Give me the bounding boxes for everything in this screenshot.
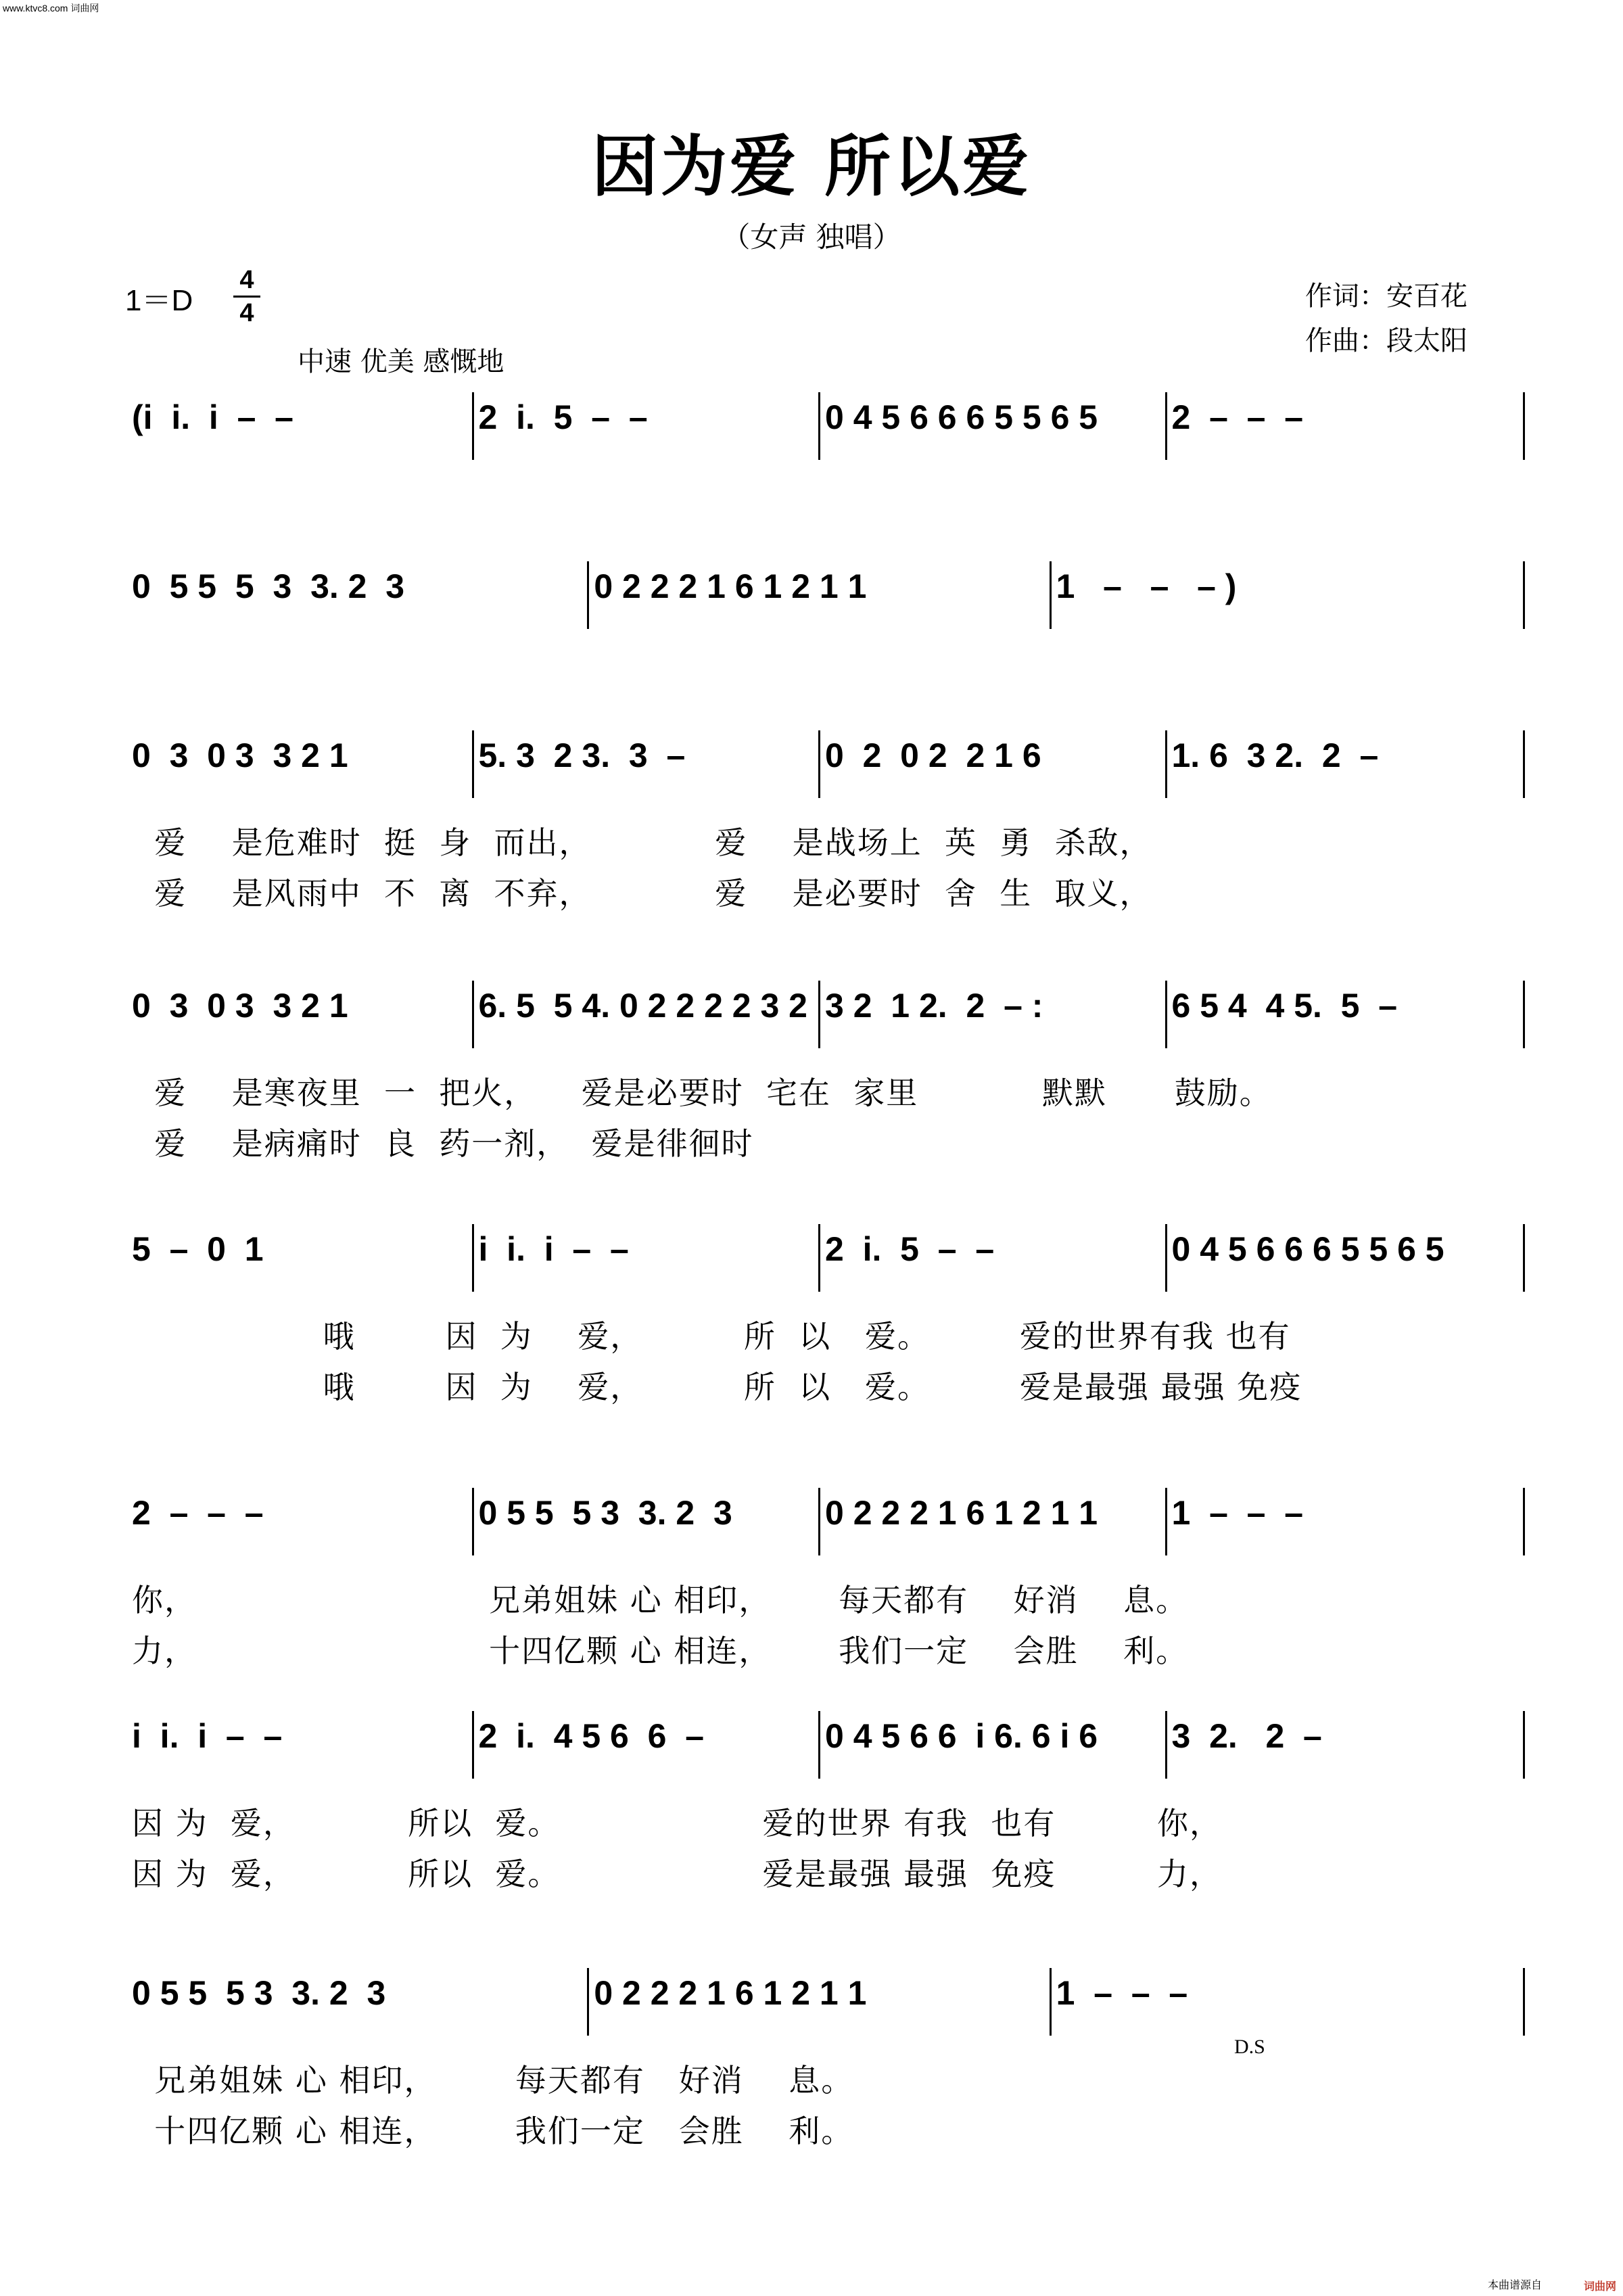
barline-end <box>1523 981 1525 1048</box>
lyric-line: 因 为 爱， 所以 爱。 爱是最强 最强 免疫 力， <box>132 1856 1222 1892</box>
barline <box>1165 981 1167 1048</box>
composer: 作曲：段太阳 <box>1305 325 1467 356</box>
lyricist: 作词：安百花 <box>1305 281 1467 312</box>
measure: 0 5 5 5 3 3. 2 3 <box>478 1494 732 1532</box>
measure: 0 2 2 2 1 6 1 2 1 1 <box>594 1974 867 2012</box>
lyric-line: 爱 是病痛时 良 药一剂， 爱是徘徊时 <box>132 1125 754 1162</box>
lyric-line: 爱 是寒夜里 一 把火， 爱是必要时 宅在 家里 默默 鼓励。 <box>132 1075 1272 1111</box>
notation-line <box>125 1481 1525 1562</box>
measure: 3 2 1 2. 2 – : <box>825 987 1043 1025</box>
measure: 1. 6 3 2. 2 – <box>1171 736 1379 774</box>
measure: 0 2 0 2 2 1 6 <box>825 736 1041 774</box>
barline <box>1050 1968 1052 2036</box>
measure: 2 i. 5 – – <box>478 398 648 436</box>
barline <box>818 1224 820 1292</box>
measure: 0 4 5 6 6 6 5 5 6 5 <box>825 398 1098 436</box>
measure: i i. i – – <box>478 1230 629 1268</box>
measure: 0 5 5 5 3 3. 2 3 <box>132 567 405 605</box>
measure: 0 4 5 6 6 i 6. 6 i 6 <box>825 1717 1098 1755</box>
footer-note: 本曲谱源自 <box>1487 2278 1542 2291</box>
barline <box>472 730 474 798</box>
lyric-line: 因 为 爱， 所以 爱。 爱的世界 有我 也有 你， <box>132 1805 1222 1842</box>
barline <box>472 392 474 460</box>
page-title: 因为爱 所以爱 <box>591 128 1032 206</box>
measure: 5. 3 2 3. 3 – <box>478 736 686 774</box>
lyric-line: 力， 十四亿颗 心 相连， 我们一定 会胜 利。 <box>132 1633 1189 1669</box>
barline <box>1050 561 1052 629</box>
notation-line <box>125 1961 1525 2058</box>
barline <box>472 1711 474 1779</box>
barline-end <box>1523 1224 1525 1292</box>
measure: 2 – – – <box>1171 398 1304 436</box>
notation-line <box>125 1217 1525 1298</box>
barline-end <box>1523 392 1525 460</box>
measure: 0 2 2 2 1 6 1 2 1 1 <box>594 567 867 605</box>
measure: 0 4 5 6 6 6 5 5 6 5 <box>1171 1230 1444 1268</box>
barline <box>587 561 589 629</box>
barline-end <box>1523 1488 1525 1555</box>
barline <box>818 392 820 460</box>
measure: 1 – – – ) <box>1056 567 1237 605</box>
lyric-line: 十四亿颗 心 相连， 我们一定 会胜 利。 <box>132 2113 854 2149</box>
notation-line <box>125 724 1525 805</box>
music-system <box>125 1704 1525 1892</box>
subtitle: （女声 独唱） <box>722 220 901 254</box>
meter-bar <box>233 296 260 298</box>
barline <box>587 1968 589 2036</box>
measure: 0 2 2 2 1 6 1 2 1 1 <box>825 1494 1098 1532</box>
barline-end <box>1523 1711 1525 1779</box>
lyric-line: 哦 因 为 爱， 所 以 爱。 爱的世界有我 也有 <box>132 1318 1291 1355</box>
lyric-line: 你， 兄弟姐妹 心 相印， 每天都有 好消 息。 <box>132 1582 1189 1618</box>
barline <box>1165 1488 1167 1555</box>
notation-line <box>125 385 1525 467</box>
notation-line <box>125 1704 1525 1785</box>
credits <box>1305 274 1467 363</box>
barline <box>818 1488 820 1555</box>
measure: 0 3 0 3 3 2 1 <box>132 987 348 1025</box>
music-system <box>125 1961 1525 2149</box>
measure: 3 2. 2 – <box>1171 1717 1322 1755</box>
music-system <box>125 1217 1525 1405</box>
barline <box>818 730 820 798</box>
music-system <box>125 385 1525 467</box>
barline <box>472 981 474 1048</box>
music-system <box>125 974 1525 1162</box>
measure: i i. i – – <box>132 1717 283 1755</box>
music-system <box>125 1481 1525 1669</box>
lyric-line: 爱 是风雨中 不 离 不弃， 爱 是必要时 舍 生 取义， <box>132 875 1152 912</box>
footer-logo: 词曲网 <box>1583 2280 1616 2293</box>
barline-end <box>1523 1968 1525 2036</box>
measure: (i i. i – – <box>132 398 293 436</box>
barline-end <box>1523 730 1525 798</box>
measure: 6 5 4 4 5. 5 – <box>1171 987 1398 1025</box>
barline <box>472 1488 474 1555</box>
barline <box>818 1711 820 1779</box>
barline-end <box>1523 561 1525 629</box>
measure: 2 – – – <box>132 1494 264 1532</box>
meter-bottom: 4 <box>239 299 254 327</box>
measure: 1 – – – <box>1171 1494 1304 1532</box>
measure: 6. 5 5 4. 0 2 2 2 2 3 2 <box>478 987 807 1025</box>
music-system <box>125 555 1525 636</box>
dal-segno-mark: D.S <box>1234 2036 1265 2058</box>
measure: 0 3 0 3 3 2 1 <box>132 736 348 774</box>
site-url: www.ktvc8.com 词曲网 <box>3 3 99 14</box>
barline <box>1165 392 1167 460</box>
lyric-line: 爱 是危难时 挺 身 而出， 爱 是战场上 英 勇 杀敌， <box>132 824 1152 861</box>
barline <box>472 1224 474 1292</box>
barline <box>1165 1224 1167 1292</box>
barline <box>1165 730 1167 798</box>
notation-line <box>125 555 1525 636</box>
measure: 2 i. 4 5 6 6 – <box>478 1717 705 1755</box>
meter-top: 4 <box>239 266 254 294</box>
notation-line <box>125 974 1525 1055</box>
lyric-line: 兄弟姐妹 心 相印， 每天都有 好消 息。 <box>132 2062 854 2099</box>
tempo-marking: 中速 优美 感慨地 <box>298 346 504 377</box>
barline <box>818 981 820 1048</box>
measure: 2 i. 5 – – <box>825 1230 995 1268</box>
measure: 5 – 0 1 <box>132 1230 264 1268</box>
measure: 0 5 5 5 3 3. 2 3 <box>132 1974 386 2012</box>
measure: 1 – – – <box>1056 1974 1188 2012</box>
key-signature: 1＝D <box>125 284 193 317</box>
time-signature <box>233 266 260 327</box>
lyric-line: 哦 因 为 爱， 所 以 爱。 爱是最强 最强 免疫 <box>132 1369 1302 1405</box>
barline <box>1165 1711 1167 1779</box>
music-system <box>125 724 1525 912</box>
